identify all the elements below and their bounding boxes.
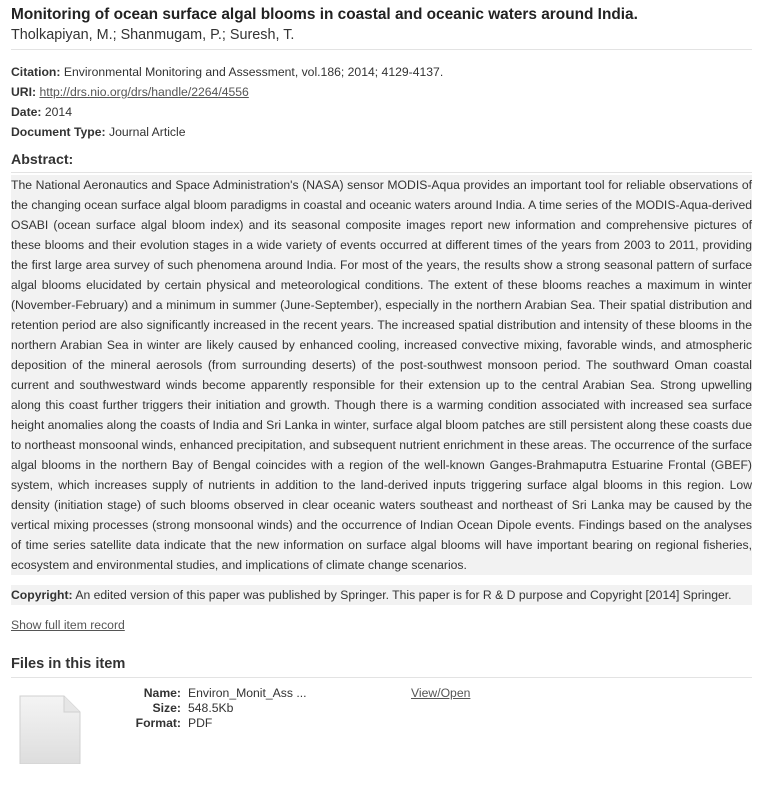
abstract-text: The National Aeronautics and Space Administration's (NASA) sensor MODIS-Aqua provides an important tool for reliable observations of the changing ocean surface algal bloom paradigms in coastal and oceanic waters around India. A time series of the MODIS-Aqua-derived OSABI (ocean surface algal bloom index) and its seasonal composite images report new information and comprehensive pictures of these blooms and their evolution stages in a wide variety of events occurred at different times of the years from 2003 to 2011, providing the first large area survey of such phenomena around India. For most of the years, the results show a strong seasonal pattern of surface algal blooms elucidated by certain physical and meteorological conditions. The extent of these blooms reaches a maximum in winter (November-February) and a minimum in summer (June-September), especially in the northern Arabian Sea. Their spatial distribution and retention period are also significantly increased in the recent years. The increased spatial distribution and intensity of these blooms in the northern Arabian Sea in winter are likely caused by enhanced cooling, increased convective mixing, favorable winds, and atmospheric deposition of the mineral aerosols (from surrounding deserts) of the post-southwest monsoon period. The southward Oman coastal current and southwestward winds become apparently responsible for their extension up to the central Arabian Sea. Strong upwelling along this coast further triggers their initiation and growth. Though there is a warming condition associated with increased sea surface height anomalies along the coasts of India and Sri Lanka in winter, surface algal bloom patches are still persistent along these coasts due to northeast monsoonal winds, enhanced precipitation, and subsequent nutrient enrichment in these areas. The occurrence of the surface algal blooms in the northern Bay of Bengal coincides with a region of the well-known Ganges-Brahmaputra Estuarine Frontal (GBEF) system, which increases supply of nutrients in addition to the land-derived inputs triggering surface algal blooms in this region. Low density (initiation stage) of such blooms observed in clear oceanic waters southeast and northeast of Sri Lanka may be caused by the vertical mixing processes (strong monsoonal winds) and the occurrence of Indian Ocean Dipole events. Findings based on the analyses of time series satellite data indicate that the new information on surface algal blooms will have important bearing on regional fisheries, ecosystem and environmental studies, and implications of climate change scenarios. [11,175,752,575]
abstract-heading: Abstract: [11,152,74,168]
view-open-link[interactable]: View/Open [411,686,471,700]
file-format-label: Format: [135,716,181,730]
copyright-block [11,585,752,605]
file-entry [11,686,752,756]
file-name-value: Environ_Monit_Ass ... [188,686,307,700]
document-type-value: Journal Article [108,125,186,139]
file-format-value: PDF [188,716,213,730]
item-view [11,6,752,756]
copyright-text: An edited version of this paper was published by Springer. This paper is for R & D purpose and Copyright [2014] Springer. [75,588,732,602]
file-name-row [101,686,307,701]
file-size-label: Size: [152,701,181,715]
files-heading: Files in this item [11,656,126,672]
file-format-row [101,716,307,731]
document-icon[interactable] [18,694,82,764]
document-type-label: Document Type: [11,125,106,139]
divider [11,49,752,50]
date-value: 2014 [44,105,72,119]
citation-value: Environmental Monitoring and Assessment, vol.186; 2014; 4129-4137. [63,65,444,79]
copyright-label: Copyright: [11,588,73,602]
divider [11,172,752,173]
show-full-record-link[interactable]: Show full item record [11,618,125,632]
document-type-row [11,122,752,142]
file-name-label: Name: [143,686,181,700]
uri-label: URI: [11,85,37,99]
uri-link[interactable]: http://drs.nio.org/drs/handle/2264/4556 [39,85,249,99]
file-size-row [101,701,307,716]
metadata-list [11,62,752,142]
citation-row [11,62,752,82]
uri-row [11,82,752,102]
date-row [11,102,752,122]
date-label: Date: [11,105,42,119]
file-size-value: 548.5Kb [188,701,234,715]
divider [11,677,752,678]
file-details [101,686,307,731]
item-authors: Tholkapiyan, M.; Shanmugam, P.; Suresh, T. [11,27,295,43]
citation-label: Citation: [11,65,61,79]
item-title: Monitoring of ocean surface algal blooms in coastal and oceanic waters around India. [11,6,638,23]
